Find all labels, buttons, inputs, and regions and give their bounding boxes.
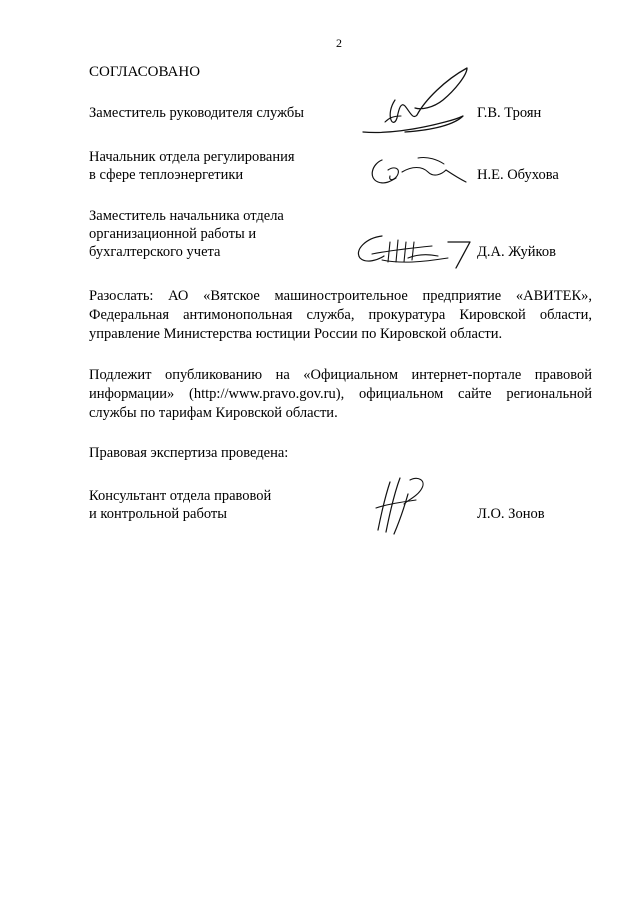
consultant-position-line-1: Консультант отдела правовой	[89, 488, 272, 504]
signature-2-image	[368, 152, 468, 192]
publication-line-1: Подлежит опубликованию на «Официальном интернет-портале правовой	[89, 367, 592, 383]
signature-1-image	[355, 60, 475, 140]
consultant-name: Л.О. Зонов	[477, 506, 545, 522]
approval-1-position: Заместитель руководителя службы	[89, 105, 305, 121]
approval-2-position-line-2: в сфере теплоэнергетики	[89, 167, 244, 183]
distribution-paragraph	[89, 287, 592, 344]
signature-4-image	[372, 474, 432, 538]
page-number: 2	[336, 36, 342, 50]
signature-3-image	[352, 228, 477, 273]
approval-3-position-line-1: Заместитель начальника отдела	[89, 208, 284, 224]
publication-line-3: службы по тарифам Кировской области.	[89, 405, 338, 421]
consultant-position-line-2: и контрольной работы	[89, 506, 227, 522]
approval-3-position-line-2: организационной работы и	[89, 226, 257, 242]
distribution-line-1: Разослать: АО «Вятское машиностроительное предприятие «АВИТЕК»,	[89, 288, 592, 304]
publication-line-2: информации» (http://www.pravo.gov.ru), официальном сайте региональной	[89, 386, 592, 402]
approval-2-position-line-1: Начальник отдела регулирования	[89, 149, 295, 165]
approval-1-name: Г.В. Троян	[477, 105, 542, 121]
distribution-line-3: управление Министерства юстиции России по Кировской области.	[89, 326, 503, 342]
distribution-line-2: Федеральная антимонопольная служба, прокуратура Кировской области,	[89, 307, 592, 323]
approval-2-name: Н.Е. Обухова	[477, 167, 559, 183]
publication-paragraph	[89, 366, 592, 423]
approval-3-name: Д.А. Жуйков	[477, 244, 556, 260]
approval-heading: СОГЛАСОВАНО	[89, 64, 201, 80]
approval-3-position-line-3: бухгалтерского учета	[89, 244, 221, 260]
expertise-note: Правовая экспертиза проведена:	[89, 445, 289, 461]
